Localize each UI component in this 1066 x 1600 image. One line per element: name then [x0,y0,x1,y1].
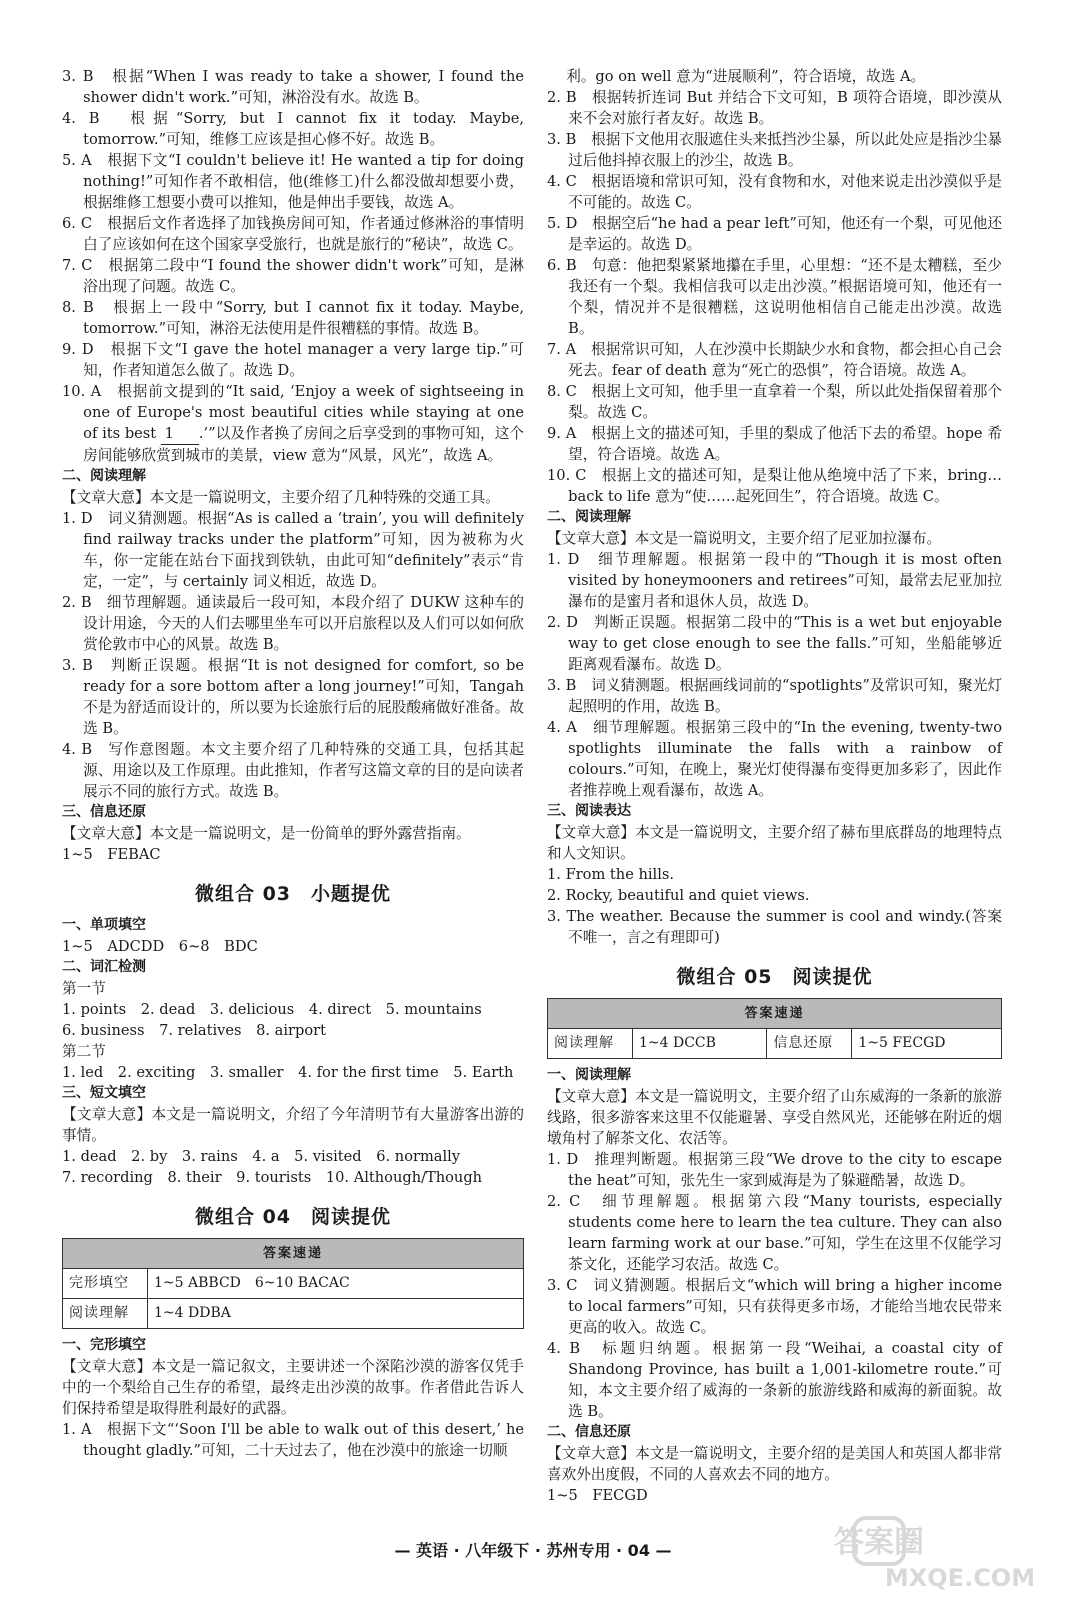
answer-item: 7. A 根据常识可知，人在沙漠中长期缺少水和食物，都会担心自己会死去。fear of death 意为“死亡的恐惧”，符合语境。故选 A。 [547,341,1002,379]
answer-item: 3. B 词义猜测题。根据画线词前的“spotlights”及常识可知，聚光灯起照明的作用，故选 B。 [547,677,1002,715]
text-line: 第一节 [62,980,106,997]
section-heading: 二、信息还原 [547,1424,631,1440]
watermark-logo [834,1514,1048,1592]
table-value-cell: 1~5 FECGD [852,1029,1002,1059]
answer-item: 4. B 标题归纳题。根据第一段“Weihai, a coastal city of Shandong Province, has built a 1,001-kilometre route.”可知，本文主要介绍了威海的一条新的旅游线路和威海的新面貌。故选 B。 [547,1340,1002,1420]
section-heading: 一、单项填空 [62,917,146,933]
answer-table [547,998,1002,1059]
answer-item: 3. B 根据下文他用衣服遮住头来抵挡沙尘暴，所以此处应是指沙尘暴过后他抖掉衣服上的沙尘，故选 B。 [547,131,1002,169]
answer-item: 1. D 细节理解题。根据第一段中的“Though it is most often visited by honeymooners and retirees”可知，最常去尼亚加拉瀑布的是蜜月者和退休人员，故选 D。 [547,551,1002,610]
answer-item: 8. C 根据上文可知，他手里一直拿着一个梨，所以此处指保留着那个梨。故选 C。 [547,383,1002,421]
text-line: 【文章大意】本文是一篇说明文，主要介绍的是美国人和英国人都非常喜欢外出度假，不同的人喜欢去不同的地方。 [547,1445,1002,1483]
answer-item: 9. D 根据下文“I gave the hotel manager a very large tip.”可知，作者知道怎么做了。故选 D。 [62,341,524,379]
answer-table-header: 答案速递 [63,1239,524,1269]
answer-item: 3. C 词义猜测题。根据后文“which will bring a higher income to local farmers”可知，只有获得更多市场，才能给当地农民带来更高的收入。故选 C。 [547,1277,1002,1336]
answer-item: 4. C 根据语境和常识可知，没有食物和水，对他来说走出沙漠似乎是不可能的。故选 C。 [547,173,1002,211]
section-heading: 一、阅读理解 [547,1067,631,1083]
right-column [547,66,1002,1506]
answer-item: 4. B 写作意图题。本文主要介绍了几种特殊的交通工具，包括其起源、用途以及工作原理。由此推知，作者写这篇文章的目的是向读者展示不同的旅行方式。故选 B。 [62,741,524,800]
group-title: 微组合 05 阅读提优 [676,966,873,988]
answer-item: 1. D 词义猜测题。根据“As is called a ‘train’, you will definitely find railway tracks under the platform”可知，因为被称为火车，你一定能在站台下面找到铁轨，由此可知“definitely”表示“肯定，一定”，与 certainly 词义相近，故选 D。 [62,510,524,590]
answer-item: 6. B 句意：他把梨紧紧地攥在手里，心里想：“还不是太糟糕，至少我还有一个梨。我相信我可以走出沙漠。”根据语境可知，他还有一个梨，情况并不是很糟糕，这说明他相信自己能走出沙漠。故选 B。 [547,257,1002,337]
text-line: 【文章大意】本文是一篇说明文，主要介绍了尼亚加拉瀑布。 [547,530,942,547]
answer-item: 6. C 根据后文作者选择了加钱换房间可知，作者通过修淋浴的事情明白了应该如何在这个国家享受旅行，也就是旅行的“秘诀”，故选 C。 [62,215,524,253]
answer-item: 1. A 根据下文“‘Soon I'll be able to walk out of this desert,’ he thought gladly.”可知，二十天过去了，他在沙漠中的旅途一切顺 [62,1421,524,1459]
answer-item: 3. B 根据“When I was ready to take a shower, I found the shower didn't work.”可知，淋浴没有水。故选 B。 [62,68,524,106]
text-line: 【文章大意】本文是一篇说明文，介绍了今年清明节有大量游客出游的事情。 [62,1106,524,1144]
table-value-cell: 1~5 ABBCD 6~10 BACAC [148,1269,524,1299]
answer-item: 2. C 细节理解题。根据第六段“Many tourists, especially students come here to learn the tea culture. They can also learn farming work at our base.”可知，学生在这里不仅能学习茶文化，还能学习农活。故选 C。 [547,1193,1002,1273]
text-line: 1. dead 2. by 3. rains 4. a 5. visited 6. normally [62,1148,461,1165]
answer-item: 3. B 判断正误题。根据“It is not designed for comfort, so be ready for a sore bottom after a long journey!”可知，Tangah 不是为舒适而设计的，所以要为长途旅行后的屁股酸痛做好准备。故选 B。 [62,657,524,737]
answer-table [62,1238,524,1329]
blank-number: 1 [161,423,199,445]
answer-item: 2. B 细节理解题。通读最后一段可知，本段介绍了 DUKW 这种车的设计用途，今天的人们去哪里坐车可以开启旅程以及人们可以如何欣赏伦敦市中心的风景。故选 B。 [62,594,524,653]
answer-item: 8. B 根据上一段中“Sorry, but I cannot fix it today. Maybe, tomorrow.”可知，淋浴无法使用是件很糟糕的事情。故选 B。 [62,299,524,337]
text-line: 第二节 [62,1043,106,1060]
answer-table-header: 答案速递 [548,999,1002,1029]
answer-item: 10. C 根据上文的描述可知，是梨让他从绝境中活了下来，bring… back to life 意为“使……起死回生”，符合语境。故选 C。 [547,467,1002,505]
table-label-cell: 完形填空 [63,1269,148,1299]
answer-item: 2. B 根据转折连词 But 并结合下文可知，B 项符合语境，即沙漠从来不会对旅行者友好。故选 B。 [547,89,1002,127]
answer-item: 9. A 根据上文的描述可知，手里的梨成了他活下去的希望。hope 希望，符合语境。故选 A。 [547,425,1002,463]
watermark-line1: 答案圈 [834,1525,924,1560]
table-row [548,1029,1002,1059]
group-title: 微组合 04 阅读提优 [194,1206,392,1228]
text-line: 【文章大意】本文是一篇说明文，主要介绍了几种特殊的交通工具。 [62,489,500,506]
answer-item: 4. A 细节理解题。根据第三段中的“In the evening, twenty-two spotlights illuminate the falls with a rainbow of colours.”可知，在晚上，聚光灯使得瀑布变得更加多彩了，因此作者推荐晚上观看瀑布，故选 A。 [547,719,1002,799]
section-heading: 三、阅读表达 [547,803,631,819]
text-line: 【文章大意】本文是一篇说明文，主要介绍了山东威海的一条新的旅游线路，很多游客来这里不仅能避暑、享受自然风光，还能够在附近的烟墩角村了解茶文化、农活等。 [547,1088,1002,1147]
section-heading: 三、信息还原 [62,804,146,820]
section-heading: 三、短文填空 [62,1085,146,1101]
answer-item [62,381,524,466]
group-title: 微组合 03 小题提优 [194,883,392,905]
text-line: 7. recording 8. their 9. tourists 10. Although/Though [62,1169,483,1186]
answer-item: 5. D 根据空后“he had a pear left”可知，他还有一个梨，可见他还是幸运的。故选 D。 [547,215,1002,253]
section-heading: 二、词汇检测 [62,959,146,975]
answer-item: 7. C 根据第二段中“I found the shower didn't work”可知，是淋浴出现了问题。故选 C。 [62,257,524,295]
text-line: 【文章大意】本文是一篇说明文，主要介绍了赫布里底群岛的地理特点和人文知识。 [547,824,1002,862]
table-value-cell: 1~4 DCCB [633,1029,767,1059]
table-row [63,1299,524,1329]
answer-item: 5. A 根据下文“I couldn't believe it! He wanted a tip for doing nothing!”可知作者不敢相信，他(维修工)什么都没做却想要小费，根据维修工想要小费可以推知，他是伸出手要钱，故选 A。 [62,152,524,211]
answer-item: 4. B 根据“Sorry, but I cannot fix it today. Maybe, tomorrow.”可知，维修工应该是担心修不好。故选 B。 [62,110,524,148]
page-footer: — 英语 · 八年级下 · 苏州专用 · 04 — [394,1541,672,1560]
text-line: 1~5 FECGD [547,1487,648,1504]
text-line: 1~5 ADCDD 6~8 BDC [62,938,258,955]
text-line: 1~5 FEBAC [62,846,161,863]
text-line: 【文章大意】本文是一篇说明文，是一份简单的野外露营指南。 [62,825,471,842]
answer-item: 3. The weather. Because the summer is cool and windy.(答案不唯一，言之有理即可) [547,908,1002,946]
table-value-cell: 1~4 DDBA [148,1299,524,1329]
table-label-cell: 阅读理解 [63,1299,148,1329]
watermark-line2: MXQE.COM [884,1564,1036,1592]
table-label-cell: 信息还原 [767,1029,852,1059]
item-text: 10. A 根据前文提到的“It said, ‘Enjoy a week of sightseeing in one of Europe's most beautiful cities while staying at one of its best [62,383,524,442]
text-line: 6. business 7. relatives 8. airport [62,1022,326,1039]
section-heading: 二、阅读理解 [62,468,146,484]
left-column [62,66,524,1461]
text-line: 【文章大意】本文是一篇记叙文，主要讲述一个深陷沙漠的游客仅凭手中的一个梨给自己生存的希望，最终走出沙漠的故事。作者借此告诉人们保持希望是取得胜利最好的武器。 [62,1358,524,1417]
text-line: 利。go on well 意为“进展顺利”，符合语境，故选 A。 [547,68,926,85]
answer-item: 1. D 推理判断题。根据第三段“We drove to the city to escape the heat”可知，张先生一家到威海是为了躲避酷暑，故选 D。 [547,1151,1002,1189]
section-heading: 一、完形填空 [62,1337,146,1353]
answer-item: 2. Rocky, beautiful and quiet views. [547,887,810,904]
text-line: 1. led 2. exciting 3. smaller 4. for the first time 5. Earth [62,1064,514,1081]
text-line: 1. points 2. dead 3. delicious 4. direct 5. mountains [62,1001,482,1018]
answer-item: 2. D 判断正误题。根据第二段中的“This is a wet but enjoyable way to get close enough to see the falls.”可知，坐船能够近距离观看瀑布。故选 D。 [547,614,1002,673]
item-text: .’”以及作者换了房间之后享受到的事物可知，这个房间能够欣赏到城市的美景，view 意为“风景，风光”，故选 A。 [83,425,524,464]
answer-item: 1. From the hills. [547,866,674,883]
table-label-cell: 阅读理解 [548,1029,633,1059]
table-row [63,1269,524,1299]
section-heading: 二、阅读理解 [547,509,631,525]
